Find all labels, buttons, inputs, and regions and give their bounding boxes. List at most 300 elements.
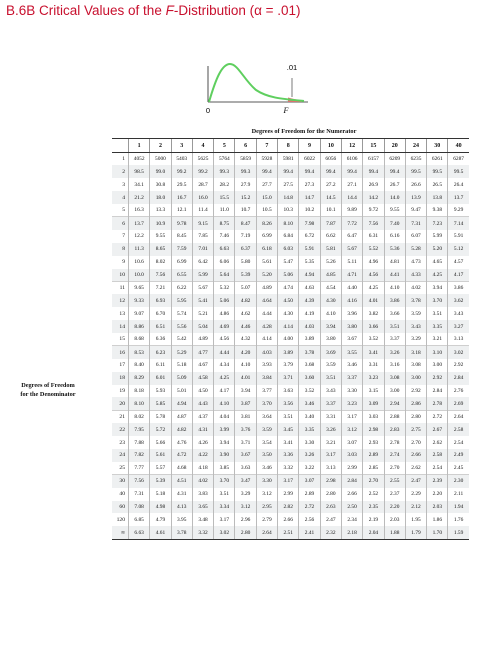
critical-value-cell: 99.5 — [405, 165, 426, 178]
critical-value-cell: 9.89 — [341, 204, 362, 217]
critical-value-cell: 34.1 — [129, 178, 150, 191]
critical-value-cell: 8.53 — [129, 346, 150, 359]
critical-value-cell: 2.83 — [384, 423, 405, 436]
critical-value-cell: 4.39 — [299, 294, 320, 307]
critical-value-cell: 99.4 — [341, 165, 362, 178]
row-df-label: 4 — [112, 191, 129, 204]
critical-value-cell: 2.95 — [256, 501, 277, 514]
critical-value-cell: 2.11 — [448, 488, 469, 501]
critical-value-cell: 1.94 — [448, 501, 469, 514]
critical-value-cell: 3.95 — [171, 513, 192, 526]
critical-value-cell: 28.2 — [214, 178, 235, 191]
critical-value-cell: 11.3 — [129, 243, 150, 256]
critical-value-cell: 8.65 — [150, 243, 171, 256]
critical-value-cell: 3.78 — [405, 294, 426, 307]
row-df-label: 19 — [119, 387, 125, 394]
critical-value-cell: 27.1 — [341, 178, 362, 191]
critical-value-cell: 2.50 — [341, 501, 362, 514]
critical-value-cell: 1.79 — [405, 526, 426, 539]
critical-value-cell: 4.10 — [384, 281, 405, 294]
critical-value-cell: 4.00 — [278, 333, 299, 346]
critical-value-cell: 16.3 — [129, 204, 150, 217]
critical-value-cell: 4.77 — [192, 346, 213, 359]
critical-value-cell: 6.63 — [129, 526, 150, 539]
critical-value-cell: 2.67 — [427, 423, 448, 436]
critical-value-cell: 27.2 — [320, 178, 341, 191]
critical-value-cell: 4.68 — [171, 462, 192, 475]
critical-value-cell: 3.30 — [341, 385, 362, 398]
critical-value-cell: 5.36 — [384, 243, 405, 256]
critical-value-cell: 2.89 — [363, 449, 384, 462]
critical-value-cell: 13.3 — [150, 204, 171, 217]
critical-value-cell: 3.85 — [214, 462, 235, 475]
row-df-label: 18 — [112, 372, 129, 385]
critical-value-cell: 99.4 — [299, 165, 320, 178]
critical-value-cell: 3.68 — [299, 359, 320, 372]
critical-value-cell: 18.0 — [150, 191, 171, 204]
critical-value-cell: 4.14 — [256, 333, 277, 346]
critical-value-cell: 99.3 — [214, 165, 235, 178]
critical-value-cell: 26.6 — [405, 178, 426, 191]
critical-value-cell: 3.07 — [299, 475, 320, 488]
critical-value-cell: 4.76 — [171, 436, 192, 449]
critical-value-cell: 3.89 — [278, 346, 299, 359]
critical-value-cell: 5403 — [171, 153, 192, 166]
critical-value-cell: 5.09 — [171, 372, 192, 385]
critical-value-cell: 3.46 — [299, 397, 320, 410]
critical-value-cell: 3.47 — [235, 475, 256, 488]
critical-value-cell: 3.17 — [341, 410, 362, 423]
critical-value-cell: 2.55 — [384, 475, 405, 488]
critical-value-cell: 5.67 — [341, 243, 362, 256]
critical-value-cell: 5.72 — [150, 423, 171, 436]
row-df-label: 120 — [116, 516, 125, 523]
critical-value-cell: 4.50 — [278, 294, 299, 307]
critical-value-cell: 2.80 — [235, 526, 256, 539]
critical-value-cell: 4.33 — [405, 269, 426, 282]
critical-value-cell: 6235 — [405, 153, 426, 166]
critical-value-cell: 5.61 — [256, 256, 277, 269]
critical-value-cell: 3.45 — [278, 423, 299, 436]
critical-value-cell: 1.86 — [427, 513, 448, 526]
critical-value-cell: 2.54 — [427, 462, 448, 475]
critical-value-cell: 5.57 — [150, 462, 171, 475]
critical-value-cell: 14.5 — [320, 191, 341, 204]
critical-value-cell: 2.74 — [384, 449, 405, 462]
title-f-letter: F — [165, 3, 174, 18]
critical-value-cell: 4.98 — [150, 501, 171, 514]
column-header: 1 — [129, 139, 150, 153]
critical-value-cell: 4.25 — [427, 269, 448, 282]
critical-value-cell: 7.19 — [235, 230, 256, 243]
critical-value-cell: 4.31 — [171, 488, 192, 501]
critical-value-cell: 2.99 — [341, 462, 362, 475]
critical-value-cell: 2.75 — [405, 423, 426, 436]
critical-value-cell: 2.82 — [278, 501, 299, 514]
critical-value-cell: 4.61 — [150, 526, 171, 539]
critical-value-cell: 2.64 — [256, 526, 277, 539]
critical-value-cell: 3.65 — [192, 501, 213, 514]
critical-value-cell: 3.78 — [299, 346, 320, 359]
column-header: 3 — [171, 139, 192, 153]
critical-value-cell: 4.46 — [235, 320, 256, 333]
row-df-label: 30 — [112, 475, 129, 488]
critical-value-cell: 6.03 — [278, 243, 299, 256]
critical-value-cell: 8.02 — [129, 410, 150, 423]
critical-value-cell: 6.51 — [150, 320, 171, 333]
critical-value-cell: 6.62 — [320, 230, 341, 243]
critical-value-cell: 26.9 — [363, 178, 384, 191]
critical-value-cell: 3.43 — [448, 307, 469, 320]
critical-value-cell: 2.88 — [384, 410, 405, 423]
critical-value-cell: 5.66 — [150, 436, 171, 449]
critical-value-cell: 2.84 — [448, 372, 469, 385]
critical-value-cell: 3.43 — [405, 320, 426, 333]
critical-value-cell: 3.77 — [256, 385, 277, 398]
critical-value-cell: 10.9 — [150, 217, 171, 230]
critical-value-cell: 5.39 — [150, 475, 171, 488]
critical-value-cell: 5.06 — [214, 294, 235, 307]
critical-value-cell: 3.17 — [320, 449, 341, 462]
row-df-label: 6 — [112, 217, 129, 230]
critical-value-cell: 3.79 — [278, 359, 299, 372]
critical-value-cell: 5.78 — [150, 410, 171, 423]
critical-value-cell: 26.5 — [427, 178, 448, 191]
critical-value-cell: 4.73 — [405, 256, 426, 269]
critical-value-cell: 3.35 — [427, 320, 448, 333]
critical-value-cell: 4.01 — [363, 294, 384, 307]
critical-value-cell: 8.68 — [129, 333, 150, 346]
table-row — [112, 256, 469, 269]
critical-value-cell: 2.52 — [363, 488, 384, 501]
critical-value-cell: 3.60 — [299, 372, 320, 385]
critical-value-cell: 3.84 — [256, 372, 277, 385]
critical-value-cell: 4.10 — [320, 307, 341, 320]
critical-value-cell: 4.89 — [192, 333, 213, 346]
critical-value-cell: 4.63 — [299, 281, 320, 294]
critical-value-cell: 3.66 — [384, 307, 405, 320]
critical-value-cell: 7.31 — [129, 488, 150, 501]
critical-value-cell: 3.71 — [235, 436, 256, 449]
column-header: 9 — [299, 139, 320, 153]
critical-value-cell: 27.5 — [278, 178, 299, 191]
critical-value-cell: 21.2 — [129, 191, 150, 204]
critical-value-cell: 4.25 — [214, 372, 235, 385]
critical-value-cell: 4.10 — [235, 359, 256, 372]
critical-value-cell: 99.0 — [150, 165, 171, 178]
critical-value-cell: 4.20 — [235, 346, 256, 359]
critical-value-cell: 3.08 — [405, 359, 426, 372]
row-df-label: 8 — [112, 243, 129, 256]
critical-value-cell: 2.72 — [299, 501, 320, 514]
critical-value-cell: 3.23 — [363, 372, 384, 385]
critical-value-cell: 2.45 — [448, 462, 469, 475]
critical-value-cell: 7.85 — [192, 230, 213, 243]
critical-value-cell: 3.35 — [299, 423, 320, 436]
critical-value-cell: 5.32 — [214, 281, 235, 294]
critical-value-cell: 3.67 — [235, 449, 256, 462]
critical-value-cell: 3.70 — [256, 397, 277, 410]
critical-value-cell: 2.62 — [405, 462, 426, 475]
critical-value-cell: 14.4 — [341, 191, 362, 204]
critical-value-cell: 3.76 — [235, 423, 256, 436]
critical-value-cell: 6.99 — [171, 256, 192, 269]
critical-value-cell: 99.4 — [256, 165, 277, 178]
critical-value-cell: 9.78 — [171, 217, 192, 230]
row-df-label: 60 — [112, 501, 129, 514]
critical-value-cell: 4.26 — [192, 436, 213, 449]
table-row — [112, 165, 469, 178]
critical-value-cell: 3.59 — [320, 359, 341, 372]
table-corner-cell — [112, 139, 129, 153]
critical-value-cell: 5.28 — [405, 243, 426, 256]
critical-value-cell: 2.78 — [427, 397, 448, 410]
critical-value-cell: 4.82 — [171, 423, 192, 436]
table-row — [112, 501, 469, 514]
critical-value-cell: 9.07 — [129, 307, 150, 320]
row-df-label: 22 — [112, 423, 129, 436]
critical-value-cell: 2.20 — [427, 488, 448, 501]
critical-value-cell: 6056 — [320, 153, 341, 166]
critical-value-cell: 2.80 — [405, 410, 426, 423]
critical-value-cell: 3.41 — [363, 346, 384, 359]
critical-value-cell: 5.80 — [235, 256, 256, 269]
critical-value-cell: 7.59 — [171, 243, 192, 256]
critical-value-cell: 2.20 — [384, 501, 405, 514]
critical-value-cell: 6.84 — [278, 230, 299, 243]
critical-value-cell: 3.46 — [256, 462, 277, 475]
critical-value-cell: 4.65 — [427, 256, 448, 269]
critical-value-cell: 99.4 — [384, 165, 405, 178]
critical-value-cell: 4.16 — [341, 294, 362, 307]
critical-value-cell: 8.86 — [129, 320, 150, 333]
row-df-label: 23 — [119, 439, 125, 446]
critical-value-cell: 2.34 — [341, 513, 362, 526]
row-df-label: 15 — [119, 336, 125, 343]
critical-value-cell: 9.65 — [129, 281, 150, 294]
critical-value-cell: 14.8 — [278, 191, 299, 204]
critical-value-cell: 3.94 — [427, 281, 448, 294]
critical-value-cell: 3.13 — [448, 333, 469, 346]
critical-value-cell: 2.30 — [448, 475, 469, 488]
denominator-heading-line-2: for the Denominator — [20, 391, 76, 398]
critical-value-cell: 2.64 — [448, 410, 469, 423]
critical-value-cell: 7.21 — [150, 281, 171, 294]
critical-value-cell: 13.8 — [427, 191, 448, 204]
critical-value-cell: 6.47 — [341, 230, 362, 243]
critical-value-cell: 12.2 — [129, 230, 150, 243]
critical-value-cell: 2.72 — [427, 410, 448, 423]
critical-value-cell: 3.67 — [341, 333, 362, 346]
critical-value-cell: 4.57 — [448, 256, 469, 269]
row-df-label: 10 — [112, 269, 129, 282]
critical-value-cell: 3.52 — [363, 333, 384, 346]
critical-value-cell: 8.10 — [278, 217, 299, 230]
critical-value-cell: 5859 — [235, 153, 256, 166]
row-df-label: 9 — [122, 259, 125, 266]
critical-value-cell: 2.18 — [341, 526, 362, 539]
critical-value-cell: 13.9 — [405, 191, 426, 204]
critical-value-cell: 4.30 — [278, 307, 299, 320]
critical-value-cell: 4.10 — [214, 397, 235, 410]
critical-value-cell: 3.83 — [192, 488, 213, 501]
critical-value-cell: 4.54 — [320, 281, 341, 294]
table-row — [112, 423, 469, 436]
critical-value-cell: 2.76 — [448, 385, 469, 398]
critical-value-cell: 2.98 — [320, 475, 341, 488]
critical-value-cell: 99.4 — [363, 165, 384, 178]
critical-value-cell: 3.54 — [256, 436, 277, 449]
critical-value-cell: 3.30 — [256, 475, 277, 488]
critical-value-cell: 6.23 — [150, 346, 171, 359]
critical-value-cell: 99.2 — [171, 165, 192, 178]
critical-value-cell: 3.56 — [278, 397, 299, 410]
numerator-heading: Degrees of Freedom for the Numerator — [251, 128, 357, 135]
critical-value-cell: 3.37 — [341, 372, 362, 385]
critical-value-cell: 5.21 — [192, 307, 213, 320]
f-distribution-diagram — [200, 58, 312, 120]
critical-value-cell: 2.70 — [384, 462, 405, 475]
critical-value-cell: 5.42 — [171, 333, 192, 346]
critical-value-cell: 10.5 — [256, 204, 277, 217]
critical-value-cell: 1.88 — [384, 526, 405, 539]
critical-value-cell: 2.56 — [299, 513, 320, 526]
critical-value-cell: 16.0 — [192, 191, 213, 204]
critical-value-cell: 99.5 — [448, 165, 469, 178]
row-df-label: 5 — [122, 207, 125, 214]
critical-value-cell: 7.82 — [129, 449, 150, 462]
critical-value-cell: 4.85 — [320, 269, 341, 282]
critical-value-cell: 3.17 — [214, 513, 235, 526]
critical-value-cell: 3.26 — [299, 449, 320, 462]
critical-value-cell: 1.95 — [405, 513, 426, 526]
table-row — [112, 488, 469, 501]
critical-value-cell: 4.18 — [192, 462, 213, 475]
critical-value-cell: 3.50 — [256, 449, 277, 462]
critical-value-cell: 3.02 — [214, 526, 235, 539]
critical-value-cell: 4.94 — [299, 269, 320, 282]
critical-value-cell: 26.4 — [448, 178, 469, 191]
critical-value-cell: 5.52 — [363, 243, 384, 256]
table-row — [112, 526, 469, 539]
critical-value-cell: 3.96 — [341, 307, 362, 320]
critical-value-cell: 4.56 — [363, 269, 384, 282]
critical-value-cell: 2.41 — [299, 526, 320, 539]
critical-value-cell: 4.13 — [171, 501, 192, 514]
critical-value-cell: 3.12 — [256, 488, 277, 501]
critical-value-cell: 2.92 — [427, 372, 448, 385]
critical-value-cell: 7.77 — [129, 462, 150, 475]
critical-value-cell: 4.04 — [214, 410, 235, 423]
critical-value-cell: 9.15 — [192, 217, 213, 230]
critical-value-cell: 4.34 — [214, 359, 235, 372]
critical-value-cell: 5.91 — [448, 230, 469, 243]
critical-value-cell: 2.39 — [427, 475, 448, 488]
critical-value-cell: 5.29 — [171, 346, 192, 359]
critical-value-cell: 30.8 — [150, 178, 171, 191]
critical-value-cell: 2.70 — [363, 475, 384, 488]
critical-value-cell: 5.01 — [171, 385, 192, 398]
critical-value-cell: 3.63 — [235, 462, 256, 475]
critical-value-cell: 6261 — [427, 153, 448, 166]
critical-value-cell: 7.98 — [299, 217, 320, 230]
critical-value-cell: 2.12 — [405, 501, 426, 514]
critical-value-cell: 5.67 — [192, 281, 213, 294]
critical-value-cell: 4.22 — [192, 449, 213, 462]
column-header: 10 — [320, 139, 341, 153]
critical-value-cell: 3.51 — [278, 410, 299, 423]
critical-value-cell: 6287 — [448, 153, 469, 166]
critical-value-cell: 4.79 — [150, 513, 171, 526]
critical-value-cell: 6.07 — [405, 230, 426, 243]
critical-value-cell: 8.45 — [171, 230, 192, 243]
critical-value-cell: 5.41 — [192, 294, 213, 307]
critical-value-cell: 3.37 — [320, 397, 341, 410]
critical-value-cell: 3.09 — [363, 397, 384, 410]
critical-value-cell: 3.10 — [427, 346, 448, 359]
row-df-label: 2 — [112, 165, 129, 178]
row-df-label: 13 — [119, 310, 125, 317]
table-row — [112, 513, 469, 526]
critical-value-cell: 3.51 — [214, 488, 235, 501]
critical-value-cell: 3.52 — [299, 385, 320, 398]
critical-value-cell: 3.15 — [363, 385, 384, 398]
critical-value-cell: 3.12 — [235, 501, 256, 514]
critical-value-cell: 3.71 — [278, 372, 299, 385]
critical-value-cell: 4.58 — [192, 372, 213, 385]
critical-value-cell: 7.72 — [341, 217, 362, 230]
table-body — [112, 153, 469, 540]
table-row — [112, 385, 469, 398]
critical-value-cell: 4.51 — [171, 475, 192, 488]
critical-value-cell: 3.26 — [320, 423, 341, 436]
critical-value-cell: 99.4 — [278, 165, 299, 178]
row-df-label: 40 — [119, 491, 125, 498]
column-header: 8 — [278, 139, 299, 153]
table-row — [112, 372, 469, 385]
row-df-label: 3 — [122, 181, 125, 188]
critical-value-cell: 7.14 — [448, 217, 469, 230]
critical-value-cell: 1.76 — [448, 513, 469, 526]
critical-value-cell: 3.59 — [405, 307, 426, 320]
critical-value-cell: 3.59 — [256, 423, 277, 436]
critical-value-cell: 3.46 — [341, 359, 362, 372]
critical-value-cell: 2.89 — [299, 488, 320, 501]
critical-value-cell: 2.98 — [363, 423, 384, 436]
critical-value-cell: 4.82 — [235, 294, 256, 307]
critical-value-cell: 5.64 — [214, 269, 235, 282]
critical-value-cell: 9.47 — [405, 204, 426, 217]
critical-value-cell: 4.37 — [192, 410, 213, 423]
table-row — [112, 281, 469, 294]
critical-value-cell: 27.3 — [299, 178, 320, 191]
critical-value-cell: 6.16 — [384, 230, 405, 243]
critical-value-cell: 3.02 — [448, 346, 469, 359]
critical-value-cell: 6.06 — [214, 256, 235, 269]
critical-value-cell: 9.29 — [448, 204, 469, 217]
critical-value-cell: 4.50 — [192, 385, 213, 398]
critical-value-cell: 3.82 — [363, 307, 384, 320]
critical-value-cell: 8.26 — [256, 217, 277, 230]
critical-value-cell: 4.41 — [384, 269, 405, 282]
critical-value-cell: 15.5 — [214, 191, 235, 204]
critical-value-cell: 5.61 — [150, 449, 171, 462]
table-row — [112, 346, 469, 359]
critical-value-cell: 13.7 — [448, 191, 469, 204]
critical-value-cell: 6.01 — [150, 372, 171, 385]
critical-value-cell: 6209 — [384, 153, 405, 166]
critical-value-cell: 3.51 — [384, 320, 405, 333]
